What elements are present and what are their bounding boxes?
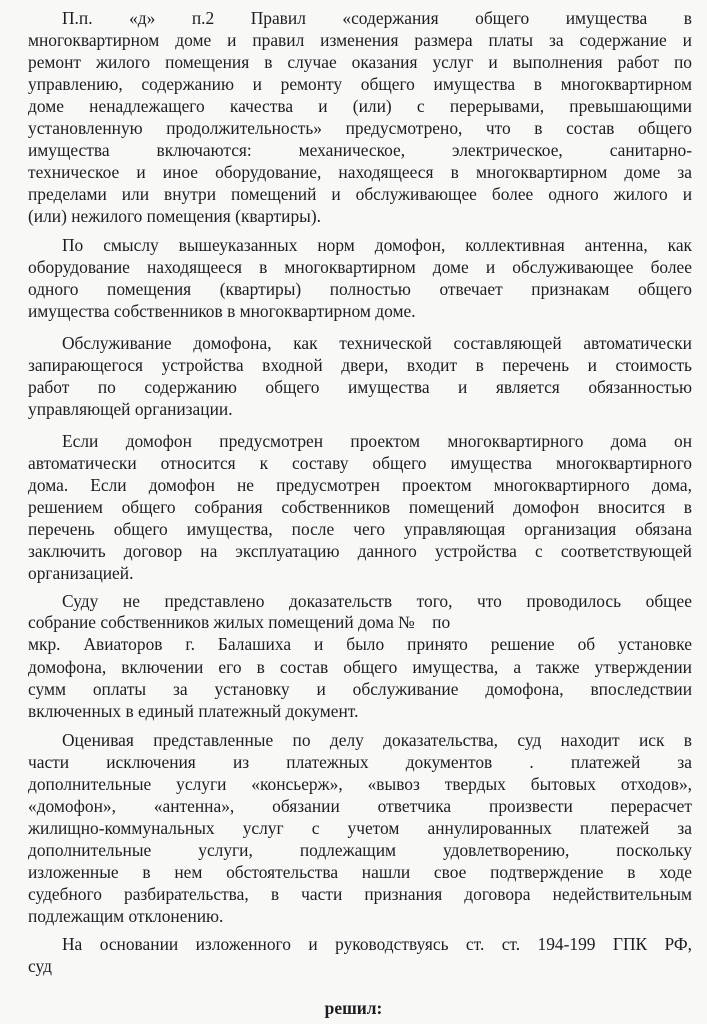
text-line: Обслуживание домофона, как технической составляющей автоматически <box>62 333 692 353</box>
text-line: суд <box>28 956 52 976</box>
text-line: организацией. <box>28 563 134 583</box>
text-line: Суду не представлено доказательств того, что проводилось общее <box>62 591 692 611</box>
text-line: части исключения из платежных документов . платежей за <box>28 752 692 772</box>
text-line: ремонт жилого помещения в случае оказания услуг и выполнения работ по <box>28 52 692 72</box>
text-line: многоквартирном доме и правил изменения размера платы за содержание и <box>28 30 692 50</box>
text-line: одного помещения (квартиры) полностью отвечает признакам общего <box>28 279 692 299</box>
text-line: решением общего собрания собственников помещений домофон вносится в <box>28 497 692 517</box>
text-line: имущества включаются: механическое, электрическое, санитарно- <box>28 140 692 160</box>
text-line: П.п. «д» п.2 Правил «содержания общего имущества в <box>62 8 692 28</box>
text-line: пределами или внутри помещений и обслуживающее более одного жилого и <box>28 184 692 204</box>
text-line: Если домофон предусмотрен проектом многоквартирного дома он <box>62 431 692 451</box>
text-line: сумм оплаты за установку и обслуживание домофона, впоследствии <box>28 679 692 699</box>
text-line: изложенные в нем обстоятельства нашли свое подтверждение в ходе <box>28 862 692 882</box>
text-line: дополнительные услуги «консьерж», «вывоз твердых бытовых отходов», <box>28 774 692 794</box>
text-line: доме ненадлежащего качества и (или) с перерывами, превышающими <box>28 96 692 116</box>
text-line: работ по содержанию общего имущества и является обязанностью <box>28 377 692 397</box>
text-line: На основании изложенного и руководствуясь ст. ст. 194-199 ГПК РФ, <box>62 934 692 954</box>
text-line: оборудование находящееся в многоквартирном доме и обслуживающее более <box>28 257 692 277</box>
text-line: жилищно-коммунальных услуг с учетом аннулированных платежей за <box>28 818 692 838</box>
text-line: По смыслу вышеуказанных норм домофон, коллективная антенна, как <box>62 235 692 255</box>
text-line: домофона, включении его в состав общего имущества, а также утверждении <box>28 657 692 677</box>
text-line: собрание собственников жилых помещений дома № по <box>28 612 451 632</box>
text-line: перечень общего имущества, после чего управляющая организация обязана <box>28 519 692 539</box>
text-line: техническое и иное оборудование, находящееся в многоквартирном доме за <box>28 162 692 182</box>
text-line: установленную продолжительность» предусмотрено, что в состав общего <box>28 118 692 138</box>
text-line: автоматически относится к составу общего имущества многоквартирного <box>28 453 692 473</box>
text-line: дома. Если домофон не предусмотрен проектом многоквартирного дома, <box>28 475 692 495</box>
text-line: судебного разбирательства, в части признания договора недействительным <box>28 884 692 904</box>
text-line: включенных в единый платежный документ. <box>28 701 359 721</box>
text-line: запирающегося устройства входной двери, входит в перечень и стоимость <box>28 355 692 375</box>
text-line: управляющей организации. <box>28 399 233 419</box>
text-line: управлению, содержанию и ремонту общего имущества в многоквартирном <box>28 74 692 94</box>
text-line: заключить договор на эксплуатацию данного устройства с соответствующей <box>28 541 692 561</box>
text-line: (или) нежилого помещения (квартиры). <box>28 206 321 226</box>
text-line: мкр. Авиаторов г. Балашиха и было принято решение об установке <box>28 634 692 654</box>
text-line: Оценивая представленные по делу доказательства, суд находит иск в <box>62 730 692 750</box>
text-line: «домофон», «антенна», обязании ответчика произвести перерасчет <box>28 796 692 816</box>
text-line: имущества собственников в многоквартирном доме. <box>28 301 416 321</box>
text-line: подлежащим отклонению. <box>28 906 224 926</box>
decision-heading: решил: <box>324 998 383 1018</box>
text-line: дополнительные услуги, подлежащим удовлетворению, поскольку <box>28 840 692 860</box>
